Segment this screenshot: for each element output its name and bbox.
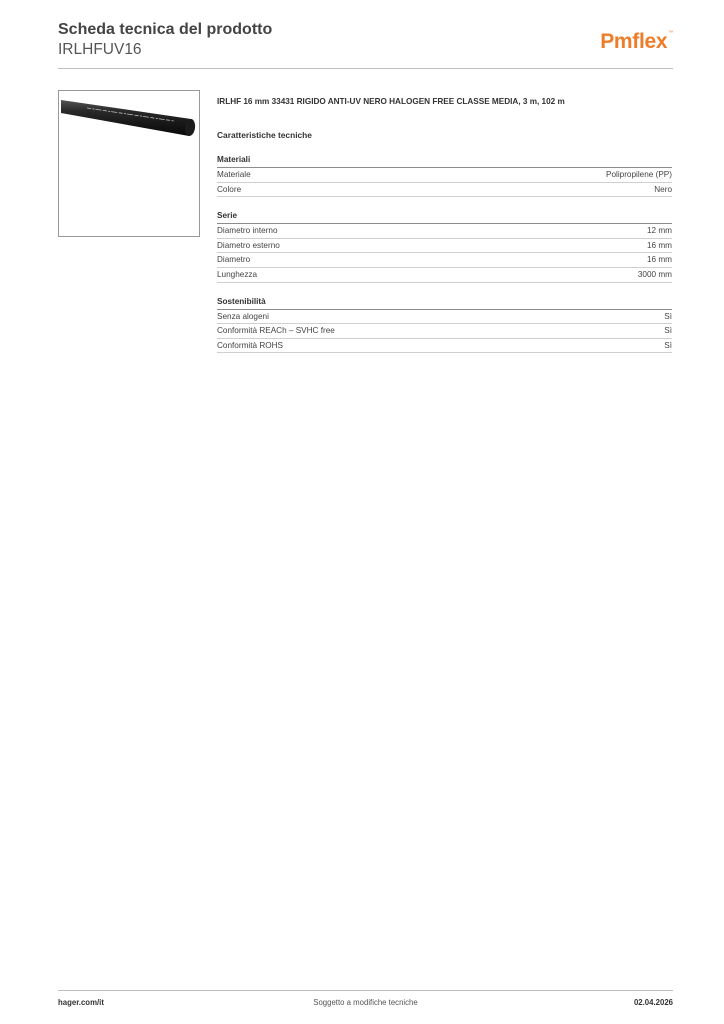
- spec-row: [217, 224, 672, 239]
- spec-label: Conformità ROHS: [217, 340, 283, 350]
- group-title: Materiali: [217, 154, 672, 168]
- group-title: Sostenibilità: [217, 296, 672, 310]
- footer-note: Soggetto a modifiche tecniche: [313, 998, 418, 1007]
- spec-label: Diametro interno: [217, 226, 278, 236]
- group-sostenibilita: [217, 296, 672, 354]
- group-materiali: [217, 154, 672, 197]
- group-title: Serie: [217, 210, 672, 224]
- spec-label: Diametro esterno: [217, 240, 280, 250]
- spec-row: [217, 168, 672, 183]
- spec-value: 16 mm: [646, 240, 672, 250]
- spec-row: [217, 339, 672, 354]
- spec-row: [217, 310, 672, 325]
- spec-row: [217, 239, 672, 254]
- spec-label: Diametro: [217, 255, 251, 265]
- spec-value: 12 mm: [646, 226, 672, 236]
- spec-label: Colore: [217, 184, 242, 194]
- product-image: [58, 90, 200, 237]
- footer-website: hager.com/it: [58, 998, 104, 1007]
- footer-date: 02.04.2026: [633, 998, 673, 1007]
- spec-label: Materiale: [217, 170, 251, 179]
- spec-value: Polipropilene (PP): [606, 170, 672, 179]
- logo-text: Pmflex: [600, 30, 668, 53]
- spec-value: Nero: [654, 184, 672, 194]
- product-description: IRLHF 16 mm 33431 RIGIDO ANTI-UV NERO HALOGEN FREE CLASSE MEDIA, 3 m, 102 m: [217, 97, 565, 106]
- conduit-pipe-icon: [59, 91, 200, 237]
- spec-value: Sì: [664, 326, 672, 336]
- spec-row: [217, 183, 672, 198]
- spec-row: [217, 324, 672, 339]
- group-serie: [217, 210, 672, 282]
- pmflex-logo: [600, 30, 673, 54]
- spec-label: Senza alogeni: [217, 311, 269, 321]
- trademark-mark: ™: [668, 30, 673, 36]
- spec-label: Lunghezza: [217, 269, 258, 279]
- spec-value: Sì: [664, 311, 672, 321]
- product-code: IRLHFUV16: [58, 41, 142, 58]
- spec-row: [217, 268, 672, 283]
- header-divider: [58, 68, 673, 69]
- section-heading: Caratteristiche tecniche: [217, 130, 312, 140]
- spec-value: 3000 mm: [637, 269, 672, 279]
- product-details: [217, 96, 672, 353]
- page-title: Scheda tecnica del prodotto: [58, 21, 273, 38]
- footer-divider: [58, 990, 673, 991]
- spec-value: Sì: [664, 340, 672, 350]
- page-header: [58, 20, 673, 70]
- spec-row: [217, 253, 672, 268]
- spec-label: Conformità REACh – SVHC free: [217, 326, 335, 336]
- spec-value: 16 mm: [646, 255, 672, 265]
